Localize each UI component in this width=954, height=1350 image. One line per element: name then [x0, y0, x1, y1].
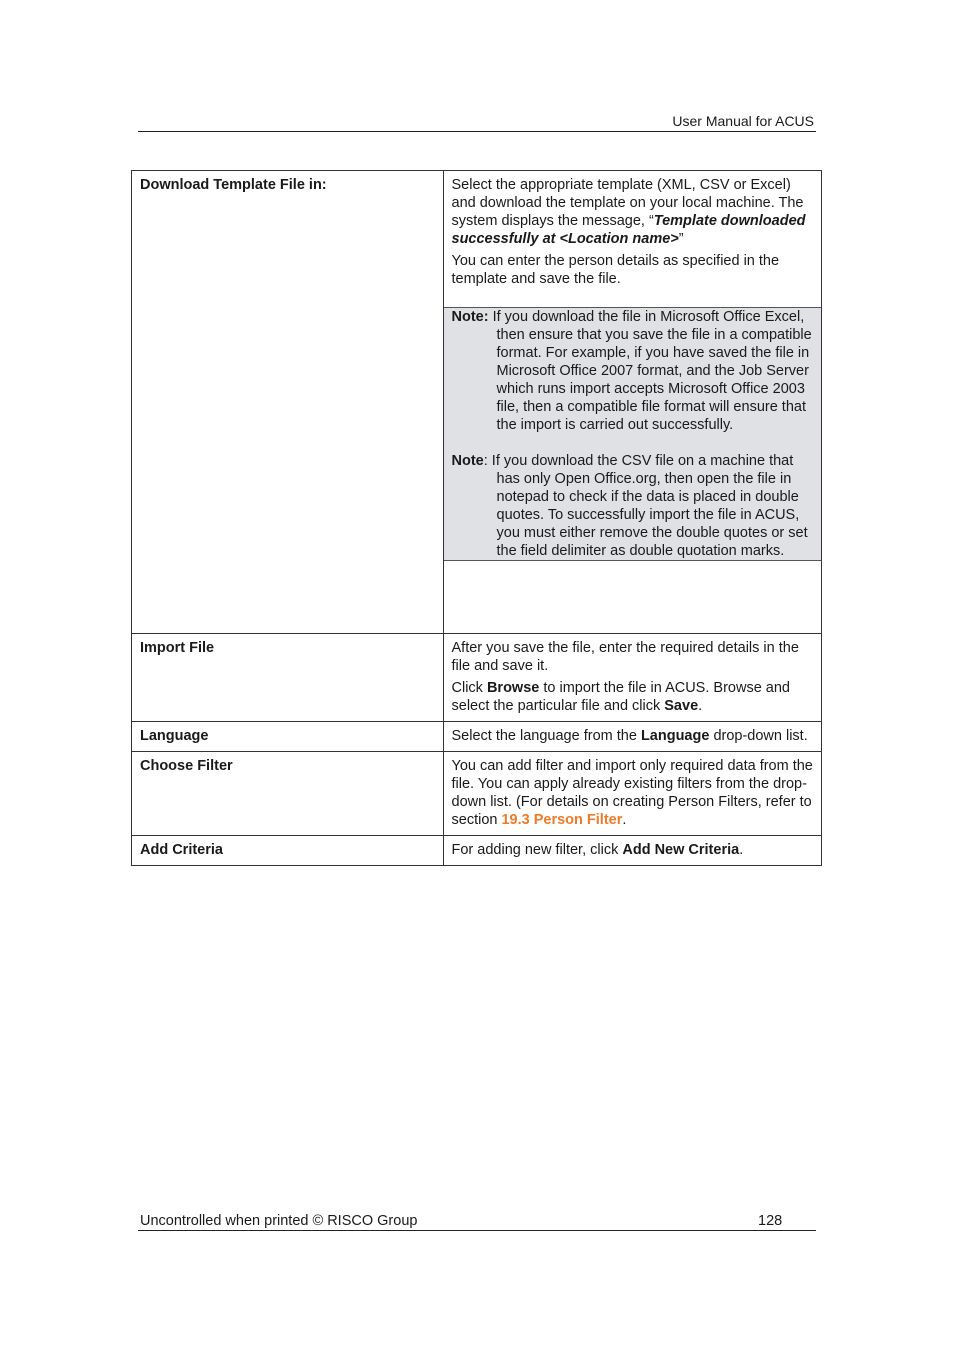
- person-filter-link[interactable]: 19.3 Person Filter: [501, 812, 623, 828]
- table-row: [132, 634, 822, 722]
- description-text: You can add filter and import only required data from the file. You can apply already existing filters from the drop-down list. (For details on creating Person Filters, refer to section 19.3 Person Filter.: [451, 758, 813, 828]
- note-text: Note: If you download the CSV file on a machine that has only Open Office.org, then open the file in notepad to check if the data is placed in double quotes. To successfully import the file in ACUS, you must either remove the double quotes or set the field delimiter as double quotation marks.: [451, 453, 808, 559]
- description-text: You can enter the person details as specified in the template and save the file.: [451, 253, 780, 287]
- field-label: Choose Filter: [140, 758, 233, 774]
- field-label: Download Template File in:: [140, 177, 327, 193]
- field-label-cell: [132, 836, 444, 866]
- page-footer: [138, 1212, 816, 1231]
- field-label: Language: [140, 728, 209, 744]
- note-box: [444, 307, 822, 561]
- field-label-cell: [132, 752, 444, 836]
- table-row: [132, 836, 822, 866]
- field-label: Add Criteria: [140, 842, 223, 858]
- table-row: [132, 171, 822, 634]
- footer-copyright: Uncontrolled when printed © RISCO Group: [140, 1213, 418, 1229]
- field-label-cell: [132, 722, 444, 752]
- field-description-cell: [443, 634, 822, 722]
- field-label-cell: [132, 634, 444, 722]
- field-description-cell: [443, 722, 822, 752]
- description-text: Select the appropriate template (XML, CSV or Excel) and download the template on your local machine. The system displays the message, “Template downloaded successfully at <Location name>”: [451, 177, 806, 247]
- description-text: Select the language from the Language drop-down list.: [451, 728, 808, 744]
- note-text: Note: If you download the file in Microsoft Office Excel, then ensure that you save the file in a compatible format. For example, if you have saved the file in Microsoft Office 2007 format, and the Job Server which runs import accepts Microsoft Office 2003 file, then a compatible file format will ensure that the import is carried out successfully.: [451, 309, 812, 433]
- field-description-table: [131, 170, 822, 866]
- table-row: [132, 722, 822, 752]
- description-text: After you save the file, enter the required details in the file and save it.: [451, 640, 799, 674]
- field-label-cell: [132, 171, 444, 634]
- page-header: [138, 112, 816, 132]
- message-text: Template downloaded successfully at <Location name>: [451, 213, 806, 247]
- field-label: Import File: [140, 640, 215, 656]
- table-row: [132, 752, 822, 836]
- note-label: Note: [451, 453, 484, 469]
- field-description-cell: [443, 752, 822, 836]
- description-text: For adding new filter, click Add New Criteria.: [451, 842, 744, 858]
- page-number: 128: [758, 1213, 783, 1229]
- field-description-cell: [443, 836, 822, 866]
- header-title: User Manual for ACUS: [672, 113, 814, 129]
- note-label: Note:: [451, 309, 489, 325]
- description-text: Click Browse to import the file in ACUS. Browse and select the particular file and click Save.: [451, 680, 790, 714]
- field-description-cell: [443, 171, 822, 634]
